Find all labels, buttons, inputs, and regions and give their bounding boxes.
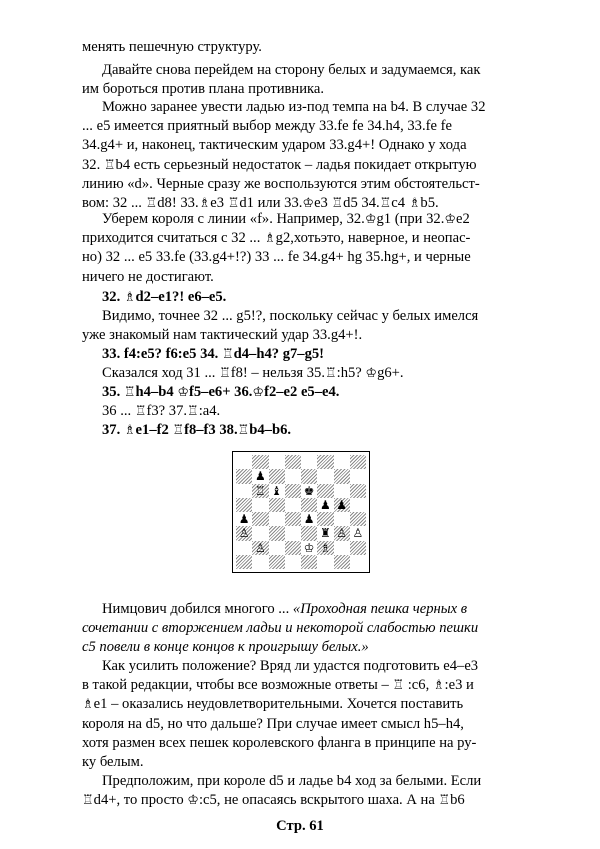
board-square — [236, 526, 252, 540]
chess-figurine-icon: ♔ — [177, 385, 189, 400]
paragraph — [82, 364, 518, 383]
chess-piece-icon: ♟ — [254, 469, 266, 484]
board-square — [301, 455, 317, 469]
move-line — [82, 288, 518, 307]
board-square — [269, 498, 285, 512]
chess-piece-icon: ♖ — [254, 483, 266, 498]
chess-figurine-icon: ♗ — [82, 697, 94, 713]
paragraph — [82, 210, 518, 287]
text-line: менять пешечную структуру. — [82, 39, 262, 55]
board-square — [285, 484, 301, 498]
board-square — [301, 512, 317, 526]
board-square — [285, 469, 301, 483]
text-line: 36 ... ♖f3? 37.♖:a4. — [102, 403, 221, 419]
move-line — [82, 345, 518, 364]
text-line: 34.g4+ и, наконец, тактическим ударом 33.g4+! Однако у хода — [82, 137, 467, 154]
chess-figurine-icon: ♔ — [444, 212, 457, 227]
text-line: Видимо, точнее 32 ... g5!?, поскольку сейчас у белых имелся — [102, 308, 479, 324]
board-square — [252, 469, 268, 483]
chess-figurine-icon: ♖ — [219, 366, 231, 381]
text-line: с5 повели в конце концов к проигрышу белых.» — [82, 639, 369, 656]
move-line — [82, 421, 518, 440]
chess-figurine-icon: ♖ — [237, 423, 250, 438]
board-square — [334, 455, 350, 469]
board-square — [350, 469, 366, 483]
board-square — [285, 498, 301, 512]
chess-piece-icon: ♙ — [254, 540, 266, 555]
board-square — [285, 455, 301, 469]
chess-figurine-icon: ♗ — [123, 423, 136, 438]
board-square — [350, 512, 366, 526]
board-square — [252, 455, 268, 469]
board-square — [301, 484, 317, 498]
chess-figurine-icon: ♗ — [408, 196, 421, 212]
text-line: ку белым. — [82, 754, 144, 771]
text-line: 33. f4:e5? f6:e5 34. ♖d4–h4? g7–g5! — [102, 346, 325, 362]
board-square — [334, 498, 350, 512]
text-line: ♖d4+, то просто ♔:c5, не опасаясь вскрытого шаха. А на ♖b6 — [82, 792, 465, 809]
board-square — [334, 512, 350, 526]
board-square — [252, 541, 268, 555]
board-square — [301, 555, 317, 569]
chess-piece-icon: ♔ — [303, 540, 315, 555]
board-square — [269, 455, 285, 469]
chess-figurine-icon: ♖ — [134, 404, 147, 419]
board-square — [350, 526, 366, 540]
text-line: Уберем короля с линии «f». Например, 32.♔g1 (при 32.♔e2 — [102, 211, 470, 227]
chess-figurine-icon: ♖ — [82, 793, 94, 809]
chess-figurine-icon: ♖ — [379, 196, 392, 212]
board-square — [317, 469, 333, 483]
chess-figurine-icon: ♔ — [187, 793, 199, 809]
text-line: Как усилить положение? Вряд ли удастся подготовить e4–e3 — [102, 658, 479, 674]
paragraph — [82, 307, 518, 345]
board-square — [334, 484, 350, 498]
board-square — [317, 498, 333, 512]
quote-paragraph — [82, 600, 518, 658]
text-line: 32. ♖b4 есть серьезный недостаток – ладья покидает открытую — [82, 156, 477, 173]
text-line: вом: 32 ... ♖d8! 33.♗e3 ♖d1 или 33.♔e3 ♖d5 34.♖c4 ♗b5. — [82, 195, 439, 212]
board-square — [252, 498, 268, 512]
chess-piece-icon: ♜ — [319, 526, 331, 541]
chess-piece-icon: ♙ — [336, 526, 347, 541]
text-line: в такой редакции, чтобы все возможные ответы – ♖ :c6, ♗:e3 и — [82, 677, 474, 694]
board-square — [334, 469, 350, 483]
chess-figurine-icon: ♖ — [227, 196, 240, 212]
chess-figurine-icon: ♖ — [331, 196, 344, 212]
board-square — [285, 512, 301, 526]
chess-figurine-icon: ♗ — [123, 290, 136, 305]
chess-figurine-icon: ♖ — [145, 196, 158, 212]
paragraph — [82, 657, 518, 772]
board-square — [269, 555, 285, 569]
chess-figurine-icon: ♖ — [172, 423, 185, 438]
paragraph — [82, 772, 518, 810]
board-square — [236, 555, 252, 569]
chess-figurine-icon: ♖ — [123, 385, 136, 400]
board-square — [350, 455, 366, 469]
board-square — [350, 555, 366, 569]
paragraph — [82, 38, 518, 57]
text-line: 37. ♗e1–f2 ♖f8–f3 38.♖b4–b6. — [102, 422, 292, 438]
board-square — [317, 455, 333, 469]
paragraph — [82, 98, 518, 213]
board-square — [317, 526, 333, 540]
page-number: Стр. 61 — [276, 818, 324, 834]
chess-figurine-icon: ♗ — [264, 231, 276, 247]
chess-figurine-icon: ♗ — [198, 196, 211, 212]
chess-figurine-icon: ♖ — [324, 366, 337, 381]
chess-figurine-icon: ♖ — [438, 793, 451, 809]
board-square — [236, 541, 252, 555]
board-square — [317, 484, 333, 498]
text-line: 32. ♗d2–e1?! e6–e5. — [102, 289, 227, 305]
board-square — [285, 555, 301, 569]
text-line: Можно заранее увести ладью из-под темпа на b4. В случае 32 — [102, 99, 486, 115]
text-line: уже знакомый нам тактический удар 33.g4+!. — [82, 327, 363, 344]
chess-figurine-icon: ♔ — [302, 196, 315, 212]
board-square — [350, 541, 366, 555]
chess-piece-icon: ♚ — [303, 483, 315, 498]
text-line: ничего не достигают. — [82, 268, 214, 285]
board-square — [269, 469, 285, 483]
text-line: им бороться против плана противника. — [82, 81, 325, 98]
move-line — [82, 383, 518, 402]
board-square — [285, 541, 301, 555]
board-square — [269, 512, 285, 526]
board-square — [252, 555, 268, 569]
board-square — [350, 484, 366, 498]
board-square — [269, 526, 285, 540]
chess-figurine-icon: ♔ — [364, 212, 377, 227]
board-square — [236, 484, 252, 498]
board-square — [317, 512, 333, 526]
text-line: линию «d». Черные сразу же воспользуются этим обстоятельст- — [82, 175, 480, 192]
board-square — [285, 526, 301, 540]
board-square — [236, 455, 252, 469]
board-square — [269, 484, 285, 498]
chess-figurine-icon: ♔ — [252, 385, 265, 400]
board-square — [236, 469, 252, 483]
board-square — [334, 555, 350, 569]
text-line: сочетании с вторжением ладьи и некоторой слабостью пешки — [82, 620, 479, 637]
chess-piece-icon: ♗ — [319, 540, 331, 555]
board-square — [301, 526, 317, 540]
text-line: ... e5 имеется приятный выбор между 33.fe fe 34.h4, 33.fe fe — [82, 118, 452, 135]
chess-board — [236, 455, 366, 569]
board-square — [350, 498, 366, 512]
chess-figurine-icon: ♖ — [187, 404, 199, 419]
board-square — [236, 498, 252, 512]
text-line: Сказался ход 31 ... ♖f8! – нельзя 35.♖:h5? ♔g6+. — [102, 365, 404, 381]
text-line: приходится считаться с 32 ... ♗g2,хотьэто, наверное, и неопас- — [82, 230, 471, 247]
board-square — [301, 541, 317, 555]
text-line: 35. ♖h4–b4 ♔f5–e6+ 36.♔f2–e2 e5–e4. — [102, 384, 340, 400]
chess-figurine-icon: ♖ — [392, 678, 405, 694]
board-square — [252, 526, 268, 540]
text-line: но) 32 ... e5 33.fe (33.g4+!?) 33 ... fe 34.g4+ hg 35.hg+, и черные — [82, 249, 471, 266]
paragraph — [82, 61, 518, 99]
paragraph — [82, 402, 518, 421]
text-line: ♗e1 – оказались неудовлетворительными. Хочется поставить — [82, 696, 464, 713]
board-square — [252, 512, 268, 526]
text-line: Нимцович добился многого ... «Проходная пешка черных в — [102, 601, 468, 617]
text-line: хотя размен всех пешек королевского фланга в принципе на ру- — [82, 734, 477, 751]
chess-piece-icon: ♙ — [238, 526, 250, 541]
board-square — [252, 484, 268, 498]
chess-piece-icon: ♟ — [238, 512, 250, 527]
chess-diagram — [232, 451, 370, 573]
chess-figurine-icon: ♖ — [103, 157, 116, 173]
text-line: Предположим, при короле d5 и ладье b4 ход за белыми. Если — [102, 773, 482, 789]
chess-piece-icon: ♟ — [319, 497, 331, 512]
board-square — [236, 512, 252, 526]
chess-figurine-icon: ♖ — [221, 347, 234, 362]
chess-piece-icon: ♙ — [352, 526, 364, 541]
board-square — [317, 541, 333, 555]
board-square — [301, 498, 317, 512]
board-square — [334, 541, 350, 555]
board-square — [334, 526, 350, 540]
text-line: короля на d5, но что дальше? При случае имеет смысл h5–h4, — [82, 715, 464, 732]
board-square — [301, 469, 317, 483]
board-square — [269, 541, 285, 555]
chess-piece-icon: ♟ — [303, 512, 315, 527]
board-square — [317, 555, 333, 569]
chess-figurine-icon: ♗ — [432, 678, 445, 694]
chess-piece-icon: ♝ — [271, 483, 282, 498]
chess-piece-icon: ♟ — [336, 497, 347, 512]
chess-figurine-icon: ♔ — [365, 366, 378, 381]
text-line: Давайте снова перейдем на сторону белых и задумаемся, как — [102, 62, 481, 78]
